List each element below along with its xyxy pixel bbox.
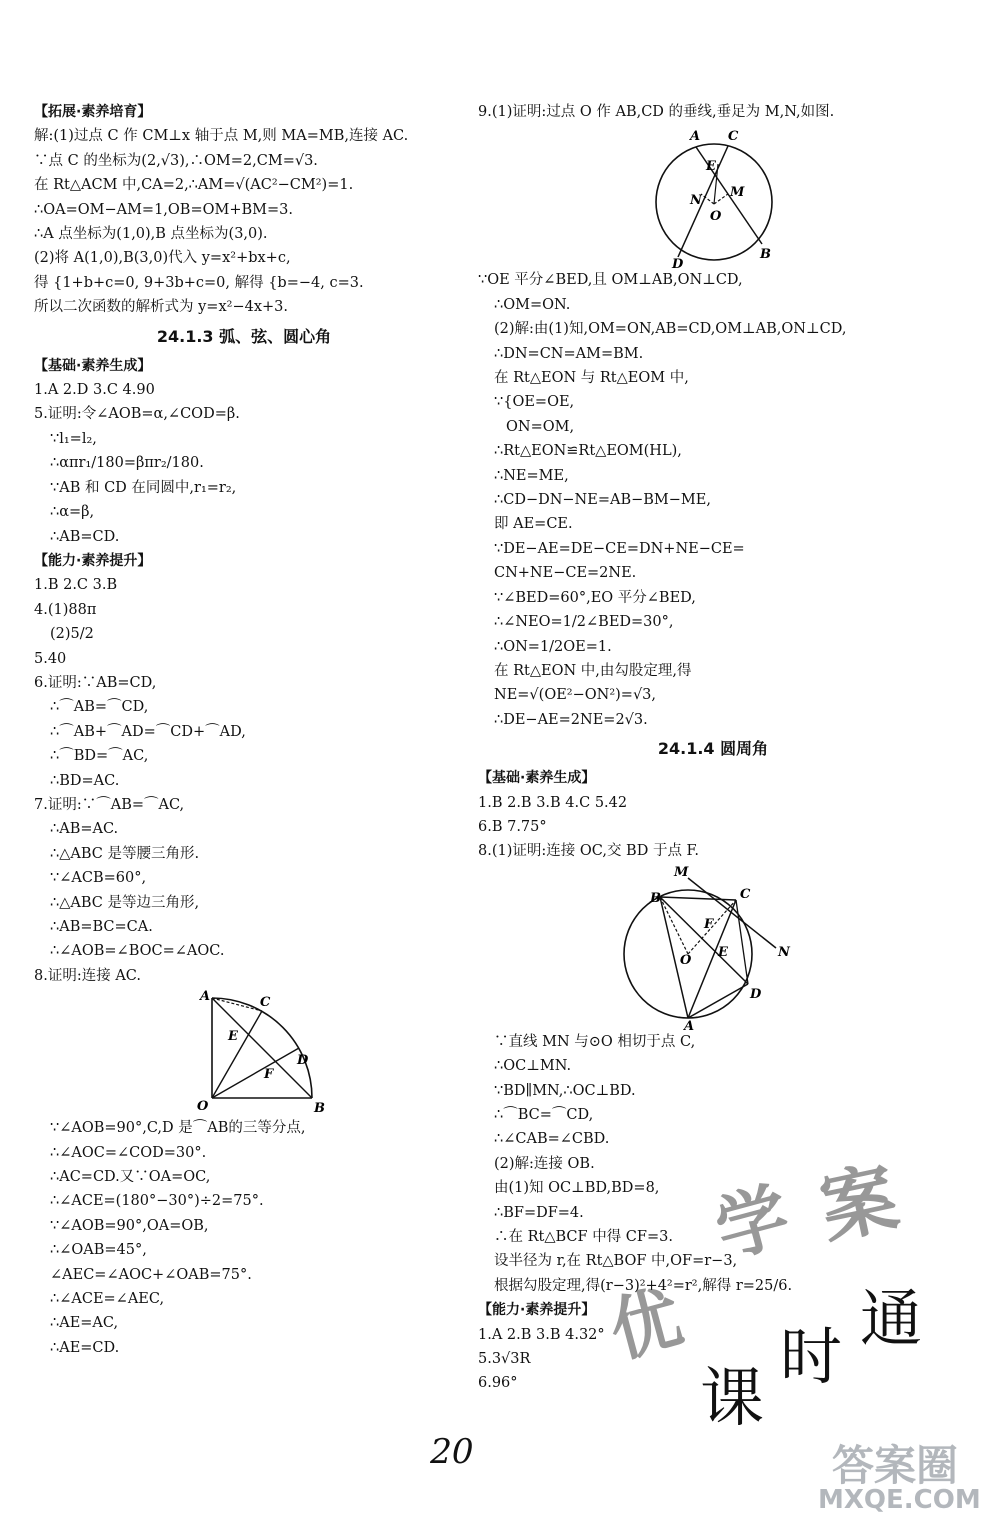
text-line: ∴OC⊥MN.: [494, 1058, 572, 1075]
section-header: 【拓展·素养培育】: [34, 104, 152, 120]
section-title: 24.1.3 弧、弦、圆心角: [156, 326, 332, 346]
text-line: ∴AE=CD.: [50, 1339, 120, 1356]
label-n: N: [778, 944, 790, 960]
label-n: N: [690, 193, 702, 209]
text-line: ∵∠AOB=90°,OA=OB,: [50, 1217, 209, 1234]
text-line: ∵∠BED=60°,EO 平分∠BED,: [494, 589, 696, 606]
text-line: CN+NE−CE=2NE.: [494, 565, 637, 582]
text-line: 在 Rt△EON 与 Rt△EOM 中,: [494, 370, 689, 387]
answer-line: 6.96°: [478, 1375, 518, 1392]
text-line: (2)解:连接 OB.: [494, 1155, 595, 1172]
label-m: M: [674, 864, 689, 880]
answer-line: 1.B 2.B 3.B 4.C 5.42: [478, 794, 628, 811]
text-line: ∵BD∥MN,∴OC⊥BD.: [494, 1082, 636, 1099]
text-line: 8.(1)证明:连接 OC,交 BD 于点 F.: [478, 843, 699, 860]
stamp-char: 案: [812, 1152, 906, 1255]
text-line: ∴BD=AC.: [50, 772, 120, 789]
text-line: ∴⌒AB+⌒AD=⌒CD+⌒AD,: [50, 723, 246, 740]
text-line: ∴∠ACE=(180°−30°)÷2=75°.: [50, 1193, 264, 1210]
watermark-text: 答案圈: [832, 1441, 959, 1490]
section-header: 【基础·素养生成】: [34, 357, 152, 374]
label-d: D: [297, 1053, 309, 1069]
answer-line: 5.3√3R: [478, 1351, 531, 1368]
text-line: ∵∠ACB=60°,: [50, 870, 147, 887]
section-header: 【能力·素养提升】: [34, 552, 152, 569]
stamp-char: 学: [706, 1171, 799, 1273]
text-line: ∵OE 平分∠BED,且 OM⊥AB,ON⊥CD,: [478, 272, 743, 289]
text-line: ON=OM,: [506, 418, 575, 435]
text-line: ∴DE−AE=2NE=2√3.: [494, 711, 648, 728]
label-o: O: [710, 209, 722, 225]
text-line: ∴OM=ON.: [494, 296, 571, 313]
answer-line: 5.40: [34, 650, 67, 667]
text-line: ∵DE−AE=DE−CE=DN+NE−CE=: [494, 540, 745, 557]
text-line: ∴α=β,: [50, 504, 95, 521]
label-m: M: [730, 185, 745, 201]
text-line: 根据勾股定理,得(r−3)²+4²=r²,解得 r=25/6.: [494, 1277, 793, 1294]
label-o: O: [680, 952, 692, 968]
answer-line: 1.B 2.C 3.B: [34, 577, 118, 594]
label-e: E: [718, 944, 728, 960]
text-line: ∴∠NEO=1/2∠BED=30°,: [494, 614, 674, 631]
label-e: E: [706, 159, 716, 175]
text-line: (2)解:由(1)知,OM=ON,AB=CD,OM⊥AB,ON⊥CD,: [494, 321, 847, 338]
text-line: ∵点 C 的坐标为(2,√3),∴OM=2,CM=√3.: [34, 152, 318, 169]
text-line: 6.证明:∵AB=CD,: [34, 674, 157, 691]
stamp-char: 优: [601, 1274, 691, 1373]
text-line: ∴△ABC 是等边三角形,: [50, 894, 200, 911]
section-header: 【基础·素养生成】: [478, 770, 596, 787]
text-line: ∴ON=1/2OE=1.: [494, 638, 612, 655]
text-line: 在 Rt△EON 中,由勾股定理,得: [494, 662, 692, 679]
answer-line: (2)5/2: [50, 626, 94, 643]
text-line: ∴在 Rt△BCF 中得 CF=3.: [494, 1229, 673, 1245]
text-line: 在 Rt△ACM 中,CA=2,∴AM=√(AC²−CM²)=1.: [34, 177, 354, 194]
text-line: 7.证明:∵⌒AB=⌒AC,: [34, 796, 185, 813]
label-o: O: [197, 1099, 209, 1115]
text-line: ∴∠AOC=∠COD=30°.: [50, 1144, 207, 1161]
label-f: F: [264, 1067, 274, 1083]
text-line: ∵直线 MN 与⊙O 相切于点 C,: [494, 1033, 696, 1050]
text-line: 即 AE=CE.: [494, 516, 573, 533]
text-line: 解:(1)过点 C 作 CM⊥x 轴于点 M,则 MA=MB,连接 AC.: [34, 128, 409, 145]
answer-line: 1.A 2.D 3.C 4.90: [34, 382, 155, 399]
label-a: A: [200, 989, 211, 1005]
text-line: ∵∠AOB=90°,C,D 是⌒AB的三等分点,: [50, 1120, 306, 1137]
text-line: ∴NE=ME,: [494, 467, 569, 484]
text-line: ∴AB=CD.: [50, 528, 120, 545]
text-line: (2)将 A(1,0),B(3,0)代入 y=x²+bx+c,: [34, 250, 291, 267]
text-line: ∴⌒AB=⌒CD,: [50, 699, 149, 716]
text-line: ∴AB=BC=CA.: [50, 919, 153, 935]
text-line: ∴∠OAB=45°,: [50, 1242, 147, 1259]
text-line: ∵AB 和 CD 在同圆中,r₁=r₂,: [50, 479, 237, 496]
page-number: 20: [425, 1432, 478, 1472]
text-line: ∵l₁=l₂,: [50, 430, 97, 447]
stamp-char: 时: [780, 1320, 843, 1393]
label-d: D: [672, 257, 684, 269]
answer-line: 6.B 7.75°: [478, 818, 547, 835]
text-line: ∴∠ACE=∠AEC,: [50, 1291, 165, 1308]
text-line: ∴Rt△EON≌Rt△EOM(HL),: [494, 443, 682, 460]
text-line: ∴DN=CN=AM=BM.: [494, 345, 644, 362]
text-line: ∵{OE=OE,: [494, 394, 575, 411]
text-line: ∴A 点坐标为(1,0),B 点坐标为(3,0).: [34, 226, 268, 243]
text-line: ∴AB=AC.: [50, 821, 119, 838]
text-line: 所以二次函数的解析式为 y=x²−4x+3.: [34, 299, 288, 316]
label-b: B: [314, 1101, 325, 1117]
text-line: 由(1)知 OC⊥BD,BD=8,: [494, 1180, 660, 1197]
text-line: ∴AE=AC,: [50, 1315, 119, 1332]
text-line: ∴⌒BC=⌒CD,: [494, 1106, 594, 1123]
text-line: 得 {1+b+c=0, 9+3b+c=0, 解得 {b=−4, c=3.: [34, 274, 364, 291]
label-b: B: [760, 247, 771, 263]
text-line: ∴απr₁/180=βπr₂/180.: [50, 455, 204, 472]
text-line: ∴OA=OM−AM=1,OB=OM+BM=3.: [34, 201, 293, 218]
stamp-char: 通: [860, 1282, 923, 1355]
label-a: A: [690, 129, 701, 145]
stamp-char: 课: [700, 1362, 764, 1436]
answer-line: 4.(1)88π: [34, 601, 97, 618]
text-line: ∴∠AOB=∠BOC=∠AOC.: [50, 943, 225, 960]
text-line: 8.证明:连接 AC.: [34, 967, 141, 984]
label-b: B: [650, 890, 661, 906]
answer-line: 1.A 2.B 3.B 4.32°: [478, 1326, 605, 1343]
label-c: C: [740, 886, 751, 902]
label-f: F: [704, 916, 714, 932]
text-line: ∴∠CAB=∠CBD.: [494, 1131, 610, 1148]
text-line: 设半径为 r,在 Rt△BOF 中,OF=r−3,: [494, 1253, 738, 1270]
watermark-text: MXQE.COM: [818, 1485, 981, 1513]
text-line: ∴⌒BD=⌒AC,: [50, 748, 149, 765]
text-line: ∴BF=DF=4.: [494, 1204, 584, 1221]
label-c: C: [728, 129, 739, 145]
section-header: 【能力·素养提升】: [478, 1302, 596, 1319]
text-line: ∠AEC=∠AOC+∠OAB=75°.: [50, 1266, 252, 1283]
label-e: E: [228, 1029, 238, 1045]
label-c: C: [260, 995, 271, 1011]
text-line: ∴AC=CD.又∵OA=OC,: [50, 1169, 211, 1186]
text-line: ∴CD−DN−NE=AB−BM−ME,: [494, 492, 711, 509]
label-d: D: [750, 986, 762, 1002]
label-a: A: [684, 1018, 695, 1030]
text-line: 5.证明:令∠AOB=α,∠COD=β.: [34, 406, 240, 423]
text-line: NE=√(OE²−ON²)=√3,: [494, 687, 657, 704]
text-line: ∴△ABC 是等腰三角形.: [50, 845, 200, 862]
section-title: 24.1.4 圆周角: [657, 739, 769, 759]
text-line: 9.(1)证明:过点 O 作 AB,CD 的垂线,垂足为 M,N,如图.: [478, 104, 835, 120]
